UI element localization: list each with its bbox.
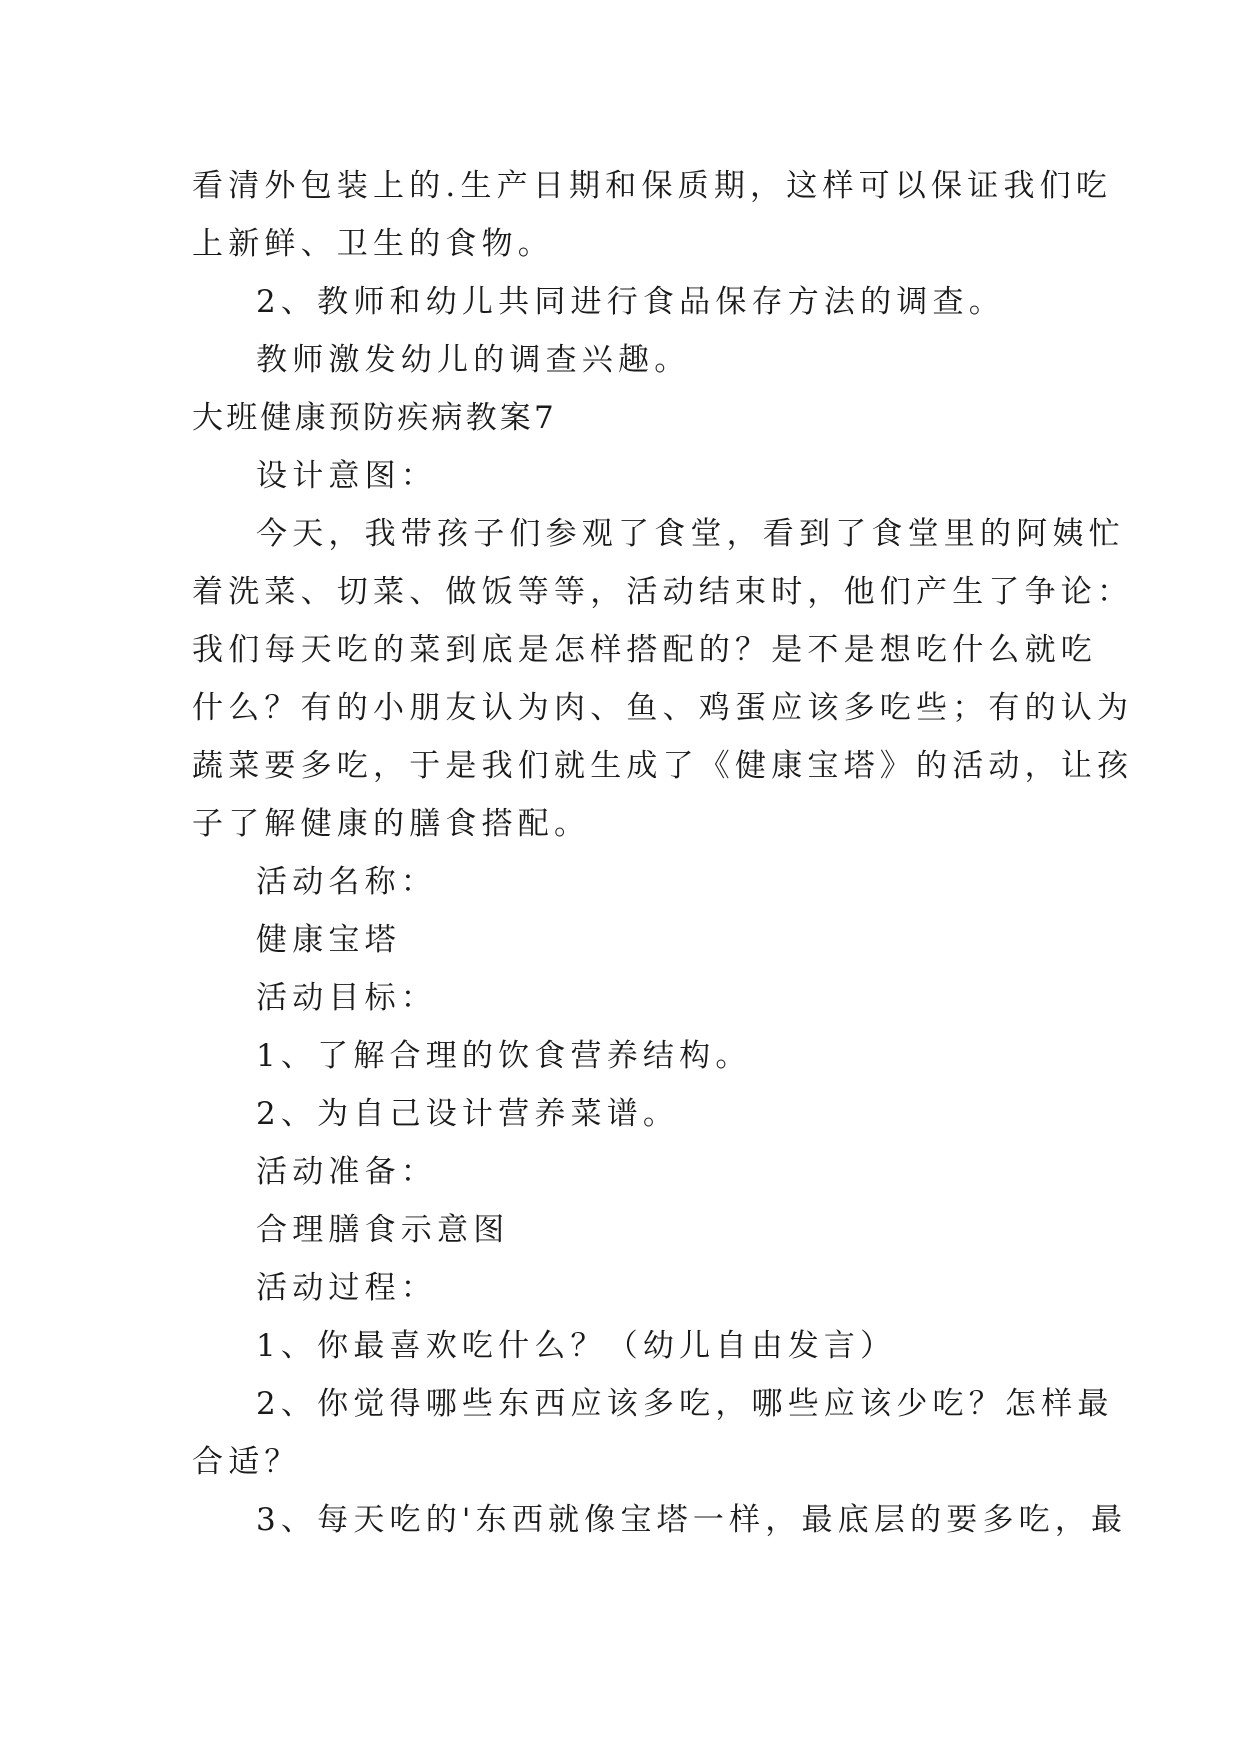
text-line: 2、教师和幼儿共同进行食品保存方法的调查。 — [256, 284, 1005, 320]
text-line: 合适？ — [192, 1444, 301, 1480]
text-line: 活动过程： — [256, 1270, 437, 1306]
text-line: 什么？有的小朋友认为肉、鱼、鸡蛋应该多吃些；有的认为 — [192, 690, 1134, 726]
section-heading: 大班健康预防疾病教案7 — [192, 400, 557, 436]
text-line: 1、你最喜欢吃什么？（幼儿自由发言） — [256, 1328, 897, 1364]
text-line: 合理膳食示意图 — [256, 1212, 510, 1248]
text-line: 看清外包装上的.生产日期和保质期，这样可以保证我们吃 — [192, 168, 1113, 204]
text-line: 活动名称： — [256, 864, 437, 900]
text-line: 2、你觉得哪些东西应该多吃，哪些应该少吃？怎样最 — [256, 1386, 1114, 1422]
text-line: 教师激发幼儿的调查兴趣。 — [256, 342, 691, 378]
text-line: 1、了解合理的饮食营养结构。 — [256, 1038, 752, 1074]
text-line: 活动准备： — [256, 1154, 437, 1190]
text-line: 健康宝塔 — [256, 922, 401, 958]
text-line: 设计意图： — [256, 458, 437, 494]
text-line: 子了解健康的膳食搭配。 — [192, 806, 591, 842]
text-line: 今天，我带孩子们参观了食堂，看到了食堂里的阿姨忙 — [256, 516, 1125, 552]
text-line: 我们每天吃的菜到底是怎样搭配的？是不是想吃什么就吃 — [192, 632, 1097, 668]
document-body — [192, 157, 1134, 1549]
text-line: 3、每天吃的'东西就像宝塔一样，最底层的要多吃，最 — [256, 1502, 1128, 1538]
text-line: 活动目标： — [256, 980, 437, 1016]
text-line: 蔬菜要多吃，于是我们就生成了《健康宝塔》的活动，让孩 — [192, 748, 1134, 784]
text-line: 上新鲜、卫生的食物。 — [192, 226, 554, 262]
text-line: 2、为自己设计营养菜谱。 — [256, 1096, 680, 1132]
text-line: 着洗菜、切菜、做饭等等，活动结束时，他们产生了争论： — [192, 574, 1134, 610]
